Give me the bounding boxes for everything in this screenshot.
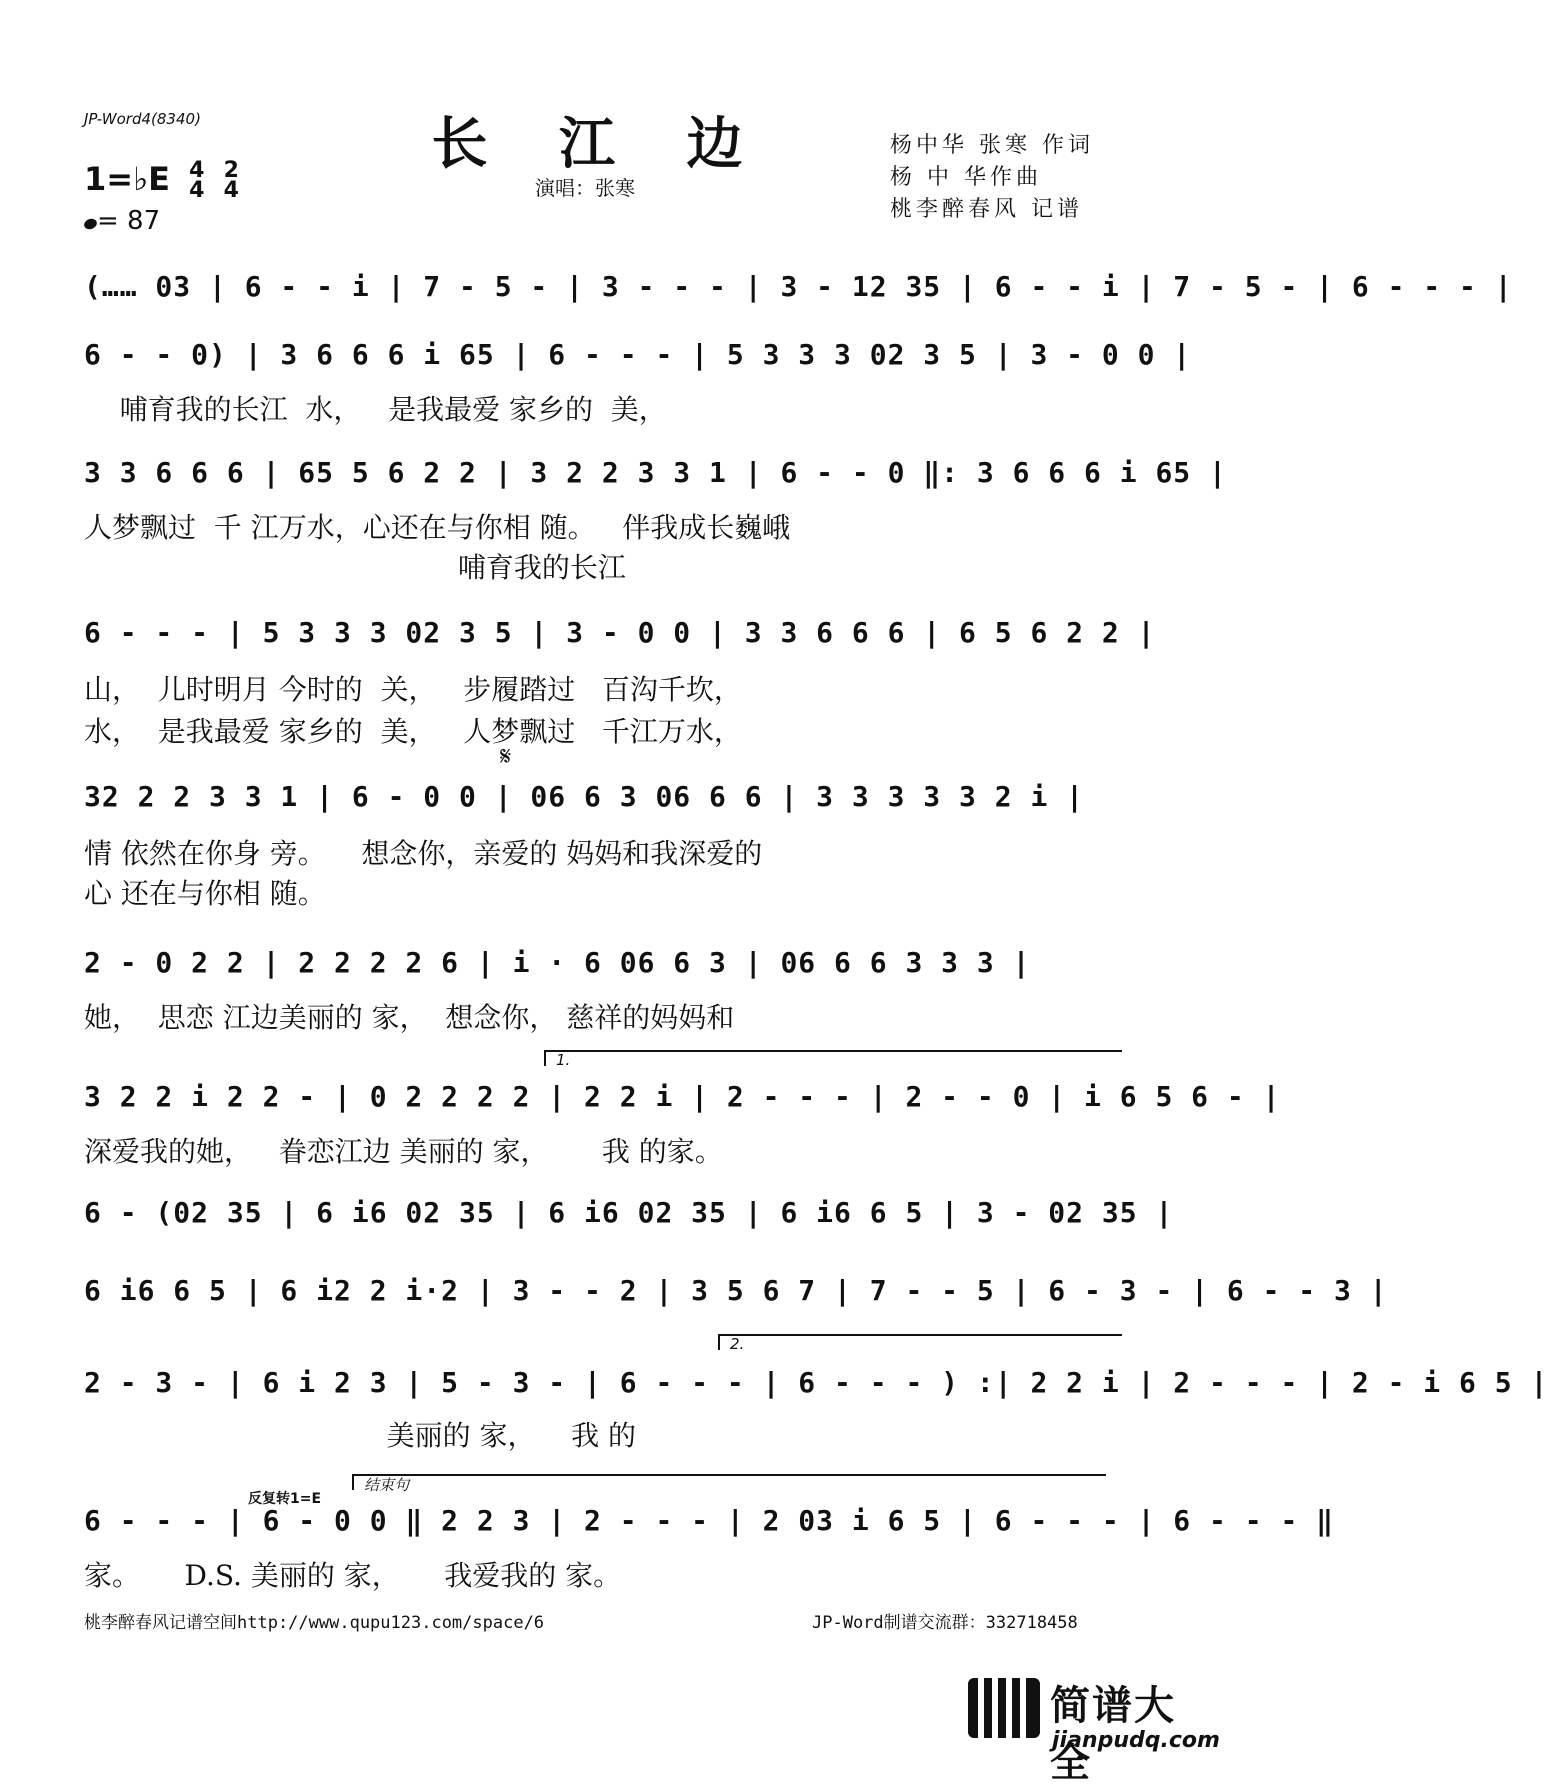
piano-keys-icon — [968, 1678, 1040, 1738]
modulation-mark: 反复转1=E — [248, 1491, 322, 1507]
key-label: 1=♭E — [84, 160, 171, 198]
score-system-10: 2 - 3 - | 6 i 2 3 | 5 - 3 - | 6 - - - | 6 - - - ) :| 2 2 i | 2 - - - | 2 - i 6 5 | — [84, 1366, 1548, 1399]
tempo-marking: = 87 — [84, 206, 160, 236]
lyric-line-11a: 家。 D.S. 美丽的 家， 我爱我的 家。 — [84, 1559, 622, 1592]
lyric-line-6a: 她， 思恋 江边美丽的 家， 想念你， 慈祥的妈妈和 — [84, 1001, 735, 1034]
lyric-line-2a: 哺育我的长江 水， 是我最爱 家乡的 美， — [84, 393, 667, 426]
time-signature-a: 4 4 — [189, 158, 205, 203]
footer-left: 桃李醉春风记谱空间http://www.qupu123.com/space/6 — [84, 1613, 545, 1633]
volta-bracket-1: 1. — [544, 1050, 1122, 1066]
footer-right: JP-Word制谱交流群：332718458 — [812, 1613, 1078, 1633]
lyric-line-3b: 哺育我的长江 — [84, 551, 626, 584]
quarter-note-icon — [83, 217, 99, 231]
composer-credit: 杨 中 华作曲 — [890, 165, 1042, 190]
score-system-4: 6 - - - | 5 3 3 3 02 3 5 | 3 - 0 0 | 3 3 6 6 6 | 6 5 6 2 2 | — [84, 616, 1156, 649]
score-system-9: 6 i6 6 5 | 6 i2 2 i·2 | 3 - - 2 | 3 5 6 7 | 7 - - 5 | 6 - 3 - | 6 - - 3 | — [84, 1274, 1388, 1307]
lyric-line-4b: 水， 是我最爱 家乡的 美， 人梦飘过 千江万水， — [84, 715, 742, 748]
lyric-line-7a: 深爱我的她， 眷恋江边 美丽的 家， 我 的家。 — [84, 1135, 723, 1168]
logo-text: 简谱大全 — [1050, 1683, 1176, 1786]
score-system-2: 6 - - 0) | 3 6 6 6 i 65 | 6 - - - | 5 3 3 3 02 3 5 | 3 - 0 0 | — [84, 338, 1192, 371]
lyric-line-5b: 心 还在与你相 随。 — [84, 877, 326, 910]
lyric-line-3a: 人梦飘过 千 江万水，心还在与你相 随。 伴我成长巍峨 — [84, 511, 791, 544]
score-system-7: 3 2 2 i 2 2 - | 0 2 2 2 2 | 2 2 i | 2 - - - | 2 - - 0 | i 6 5 6 - | — [84, 1080, 1281, 1113]
volta-bracket-2: 2. — [718, 1334, 1122, 1350]
score-system-5: 32 2 2 3 3 1 | 6 - 0 0 | 06 6 3 06 6 6 | 3 3 3 3 3 2 i | — [84, 780, 1085, 813]
ending-bracket: 结束句 — [352, 1474, 1106, 1490]
segno-mark: 𝄋 — [500, 742, 512, 772]
logo-url: jianpudq.com — [1052, 1728, 1220, 1753]
song-title: 长 江 边 — [431, 111, 769, 177]
score-system-1: (…… 03 | 6 - - i | 7 - 5 - | 3 - - - | 3 - 12 35 | 6 - - i | 7 - 5 - | 6 - - - | — [84, 270, 1513, 303]
site-logo — [968, 1672, 1220, 1786]
software-tag: JP-Word4(8340) — [84, 110, 201, 128]
lyric-line-5a: 情 依然在你身 旁。 想念你，亲爱的 妈妈和我深爱的 — [84, 837, 763, 870]
time-signature-b: 2 4 — [223, 158, 239, 203]
score-system-3: 3 3 6 6 6 | 65 5 6 2 2 | 3 2 2 3 3 1 | 6 - - 0 ‖: 3 6 6 6 i 65 | — [84, 456, 1227, 489]
singer-credit: 演唱：张寒 — [535, 176, 635, 200]
lyric-line-4a: 山， 儿时明月 今时的 关， 步履踏过 百沟千坎， — [84, 673, 742, 706]
key-signature — [84, 160, 239, 201]
transcriber-credit: 桃李醉春风 记谱 — [890, 197, 1083, 222]
score-system-6: 2 - 0 2 2 | 2 2 2 2 6 | i · 6 06 6 3 | 06 6 6 3 3 3 | — [84, 946, 1031, 979]
lyricist-credit: 杨中华 张寒 作词 — [890, 133, 1094, 158]
score-system-8: 6 - (02 35 | 6 i6 02 35 | 6 i6 02 35 | 6 i6 6 5 | 3 - 02 35 | — [84, 1196, 1174, 1229]
score-system-11: 6 - - - | 6 - 0 0 ‖ 2 2 3 | 2 - - - | 2 03 i 6 5 | 6 - - - | 6 - - - ‖ — [84, 1504, 1335, 1537]
lyric-line-10a: 美丽的 家， 我 的 — [84, 1419, 637, 1452]
